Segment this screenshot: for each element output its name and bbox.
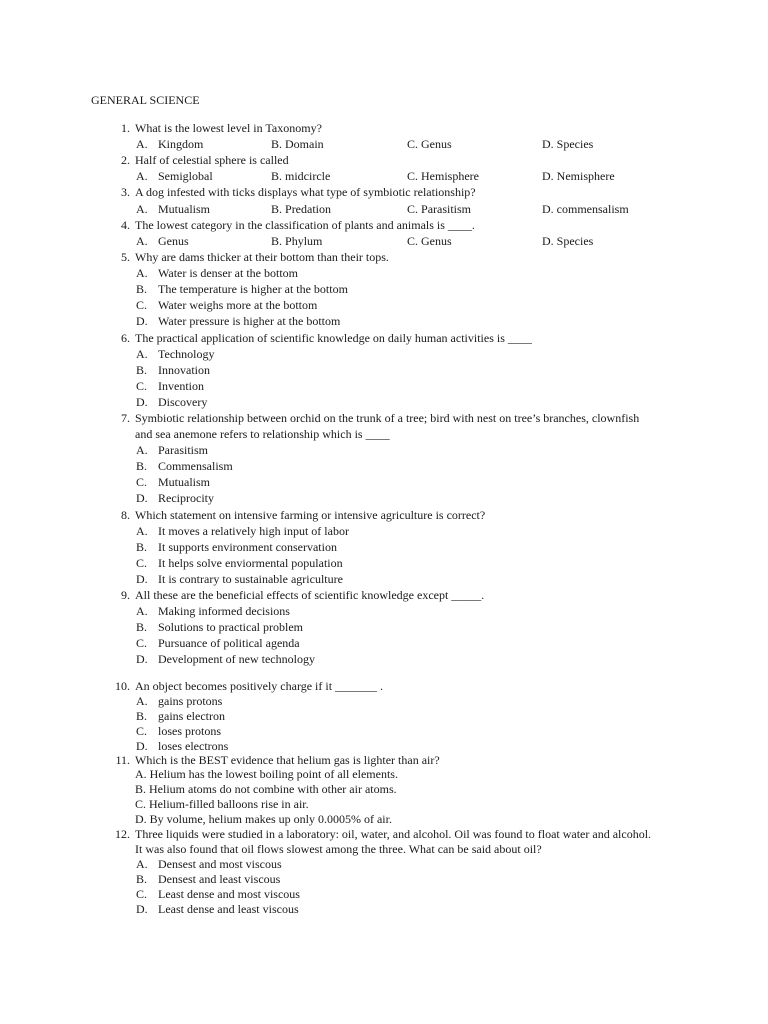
- option-b: B. Densest and least viscous: [136, 872, 281, 886]
- option-c: C. Invention: [136, 379, 204, 393]
- option-a: A. Technology: [136, 347, 215, 361]
- option-c: C. Water weighs more at the bottom: [136, 298, 318, 312]
- option-a: A. Parasitism: [136, 443, 208, 457]
- option-d: D. It is contrary to sustainable agriculture: [136, 572, 343, 586]
- option-d: D. Least dense and least viscous: [136, 902, 299, 916]
- question-text: Which is the BEST evidence that helium gas is lighter than air?: [135, 753, 440, 767]
- question-text: Three liquids were studied in a laboratory: oil, water, and alcohol. Oil was found to float water and alcohol.: [135, 827, 652, 841]
- question-number: 6.: [121, 331, 130, 345]
- question-number: 10.: [115, 679, 130, 693]
- question-number: 11.: [115, 753, 130, 767]
- option-a: A. Densest and most viscous: [136, 857, 282, 871]
- option-c: C. Helium-filled balloons rise in air.: [135, 797, 309, 811]
- option-a: A. Genus: [136, 234, 189, 248]
- option-c: C. loses protons: [136, 724, 221, 738]
- question-text: The lowest category in the classification of plants and animals is ____.: [135, 218, 475, 232]
- question-number: 5.: [121, 250, 130, 264]
- option-a: A. gains protons: [136, 694, 223, 708]
- question-text-line-2: and sea anemone refers to relationship which is ____: [135, 427, 390, 441]
- question-text: What is the lowest level in Taxonomy?: [135, 121, 322, 135]
- option-a: A. Water is denser at the bottom: [136, 266, 298, 280]
- option-a: A. Mutualism: [136, 202, 211, 216]
- question-number: 9.: [121, 588, 130, 602]
- option-b: B. Helium atoms do not combine with other air atoms.: [135, 782, 397, 796]
- option-c: C. It helps solve enviormental population: [136, 556, 343, 570]
- option-c: C. Least dense and most viscous: [136, 887, 300, 901]
- question-text: The practical application of scientific knowledge on daily human activities is ____: [135, 331, 532, 345]
- question-text: All these are the beneficial effects of scientific knowledge except _____.: [135, 588, 485, 602]
- option-b: B. The temperature is higher at the bottom: [136, 282, 348, 296]
- option-d: D. Discovery: [136, 395, 208, 409]
- option-d: D. Water pressure is higher at the bottom: [136, 314, 341, 328]
- option-b: B. Phylum: [271, 234, 323, 248]
- question-text-line-2: It was also found that oil flows slowest among the three. What can be said about oil?: [135, 842, 542, 856]
- page-title: GENERAL SCIENCE: [91, 93, 200, 107]
- option-d: D. Reciprocity: [136, 491, 214, 505]
- question-number: 2.: [121, 153, 130, 167]
- option-a: A. Kingdom: [136, 137, 204, 151]
- option-d: D. By volume, helium makes up only 0.0005% of air.: [135, 812, 392, 826]
- option-b: B. It supports environment conservation: [136, 540, 337, 554]
- option-c: C. Genus: [407, 137, 452, 151]
- option-b: B. Commensalism: [136, 459, 233, 473]
- question-text: Why are dams thicker at their bottom than their tops.: [135, 250, 389, 264]
- option-a: A. It moves a relatively high input of labor: [136, 524, 349, 538]
- question-text: An object becomes positively charge if it _______ .: [135, 679, 384, 693]
- question-number: 7.: [121, 411, 130, 425]
- question-number: 4.: [121, 218, 130, 232]
- question-text: Which statement on intensive farming or intensive agriculture is correct?: [135, 508, 486, 522]
- question-number: 12.: [115, 827, 130, 841]
- option-a: A. Semiglobal: [136, 169, 213, 183]
- option-a: A. Helium has the lowest boiling point of all elements.: [135, 767, 398, 781]
- question-number: 1.: [121, 121, 130, 135]
- option-c: C. Pursuance of political agenda: [136, 636, 300, 650]
- option-a: A. Making informed decisions: [136, 604, 290, 618]
- option-b: B. Domain: [271, 137, 324, 151]
- option-d: D. Species: [542, 137, 594, 151]
- option-d: D. Species: [542, 234, 594, 248]
- option-c: C. Hemisphere: [407, 169, 479, 183]
- question-text: Symbiotic relationship between orchid on the trunk of a tree; bird with nest on tree’s branches, clownfish: [135, 411, 640, 425]
- option-d: D. commensalism: [542, 202, 629, 216]
- option-d: D. loses electrons: [136, 739, 229, 753]
- option-d: D. Development of new technology: [136, 652, 315, 666]
- question-number: 8.: [121, 508, 130, 522]
- option-b: B. gains electron: [136, 709, 225, 723]
- question-text: A dog infested with ticks displays what type of symbiotic relationship?: [135, 185, 476, 199]
- question-number: 3.: [121, 185, 130, 199]
- option-c: C. Parasitism: [407, 202, 472, 216]
- option-b: B. Innovation: [136, 363, 210, 377]
- option-b: B. Predation: [271, 202, 332, 216]
- question-text: Half of celestial sphere is called: [135, 153, 289, 167]
- option-c: C. Mutualism: [136, 475, 211, 489]
- option-c: C. Genus: [407, 234, 452, 248]
- option-d: D. Nemisphere: [542, 169, 615, 183]
- option-b: B. midcircle: [271, 169, 331, 183]
- option-b: B. Solutions to practical problem: [136, 620, 303, 634]
